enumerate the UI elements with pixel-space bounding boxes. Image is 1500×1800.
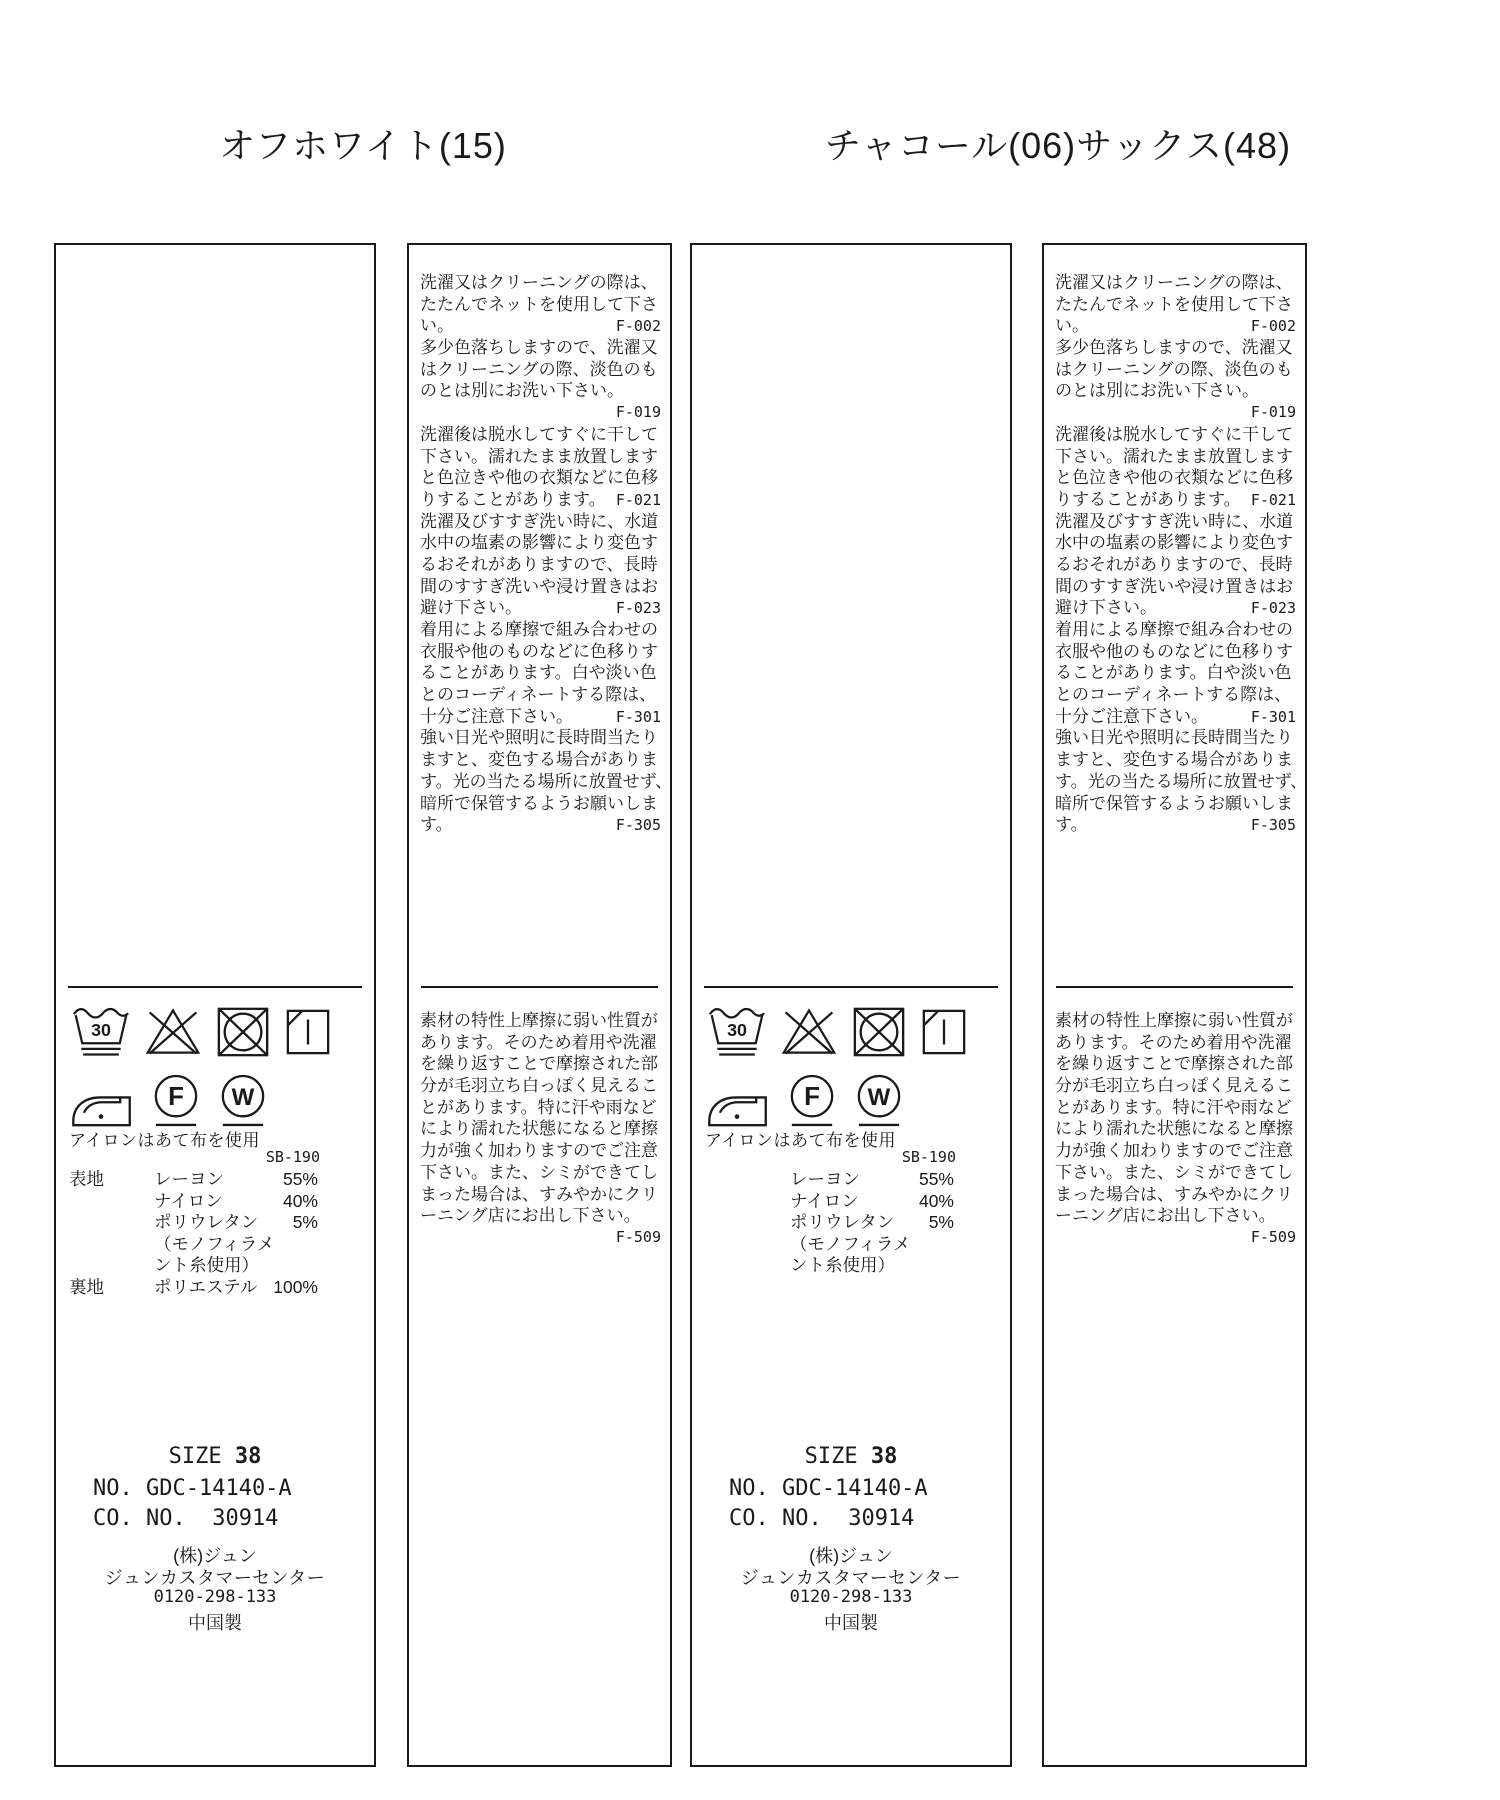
- care-text-line: [420, 1010, 661, 1032]
- svg-text:W: W: [231, 1083, 255, 1111]
- composition-row: [69, 1191, 318, 1213]
- care-text-line: [420, 1227, 661, 1249]
- care-line-code: F-301: [615, 707, 661, 726]
- care-line-text: りすることがあります。: [1055, 489, 1241, 509]
- material-name: ナイロン: [790, 1190, 859, 1211]
- care-text-line: [1055, 359, 1296, 381]
- fiber-composition-table: [705, 1169, 954, 1277]
- care-text-line: [420, 1032, 661, 1054]
- material-name: ナイロン: [154, 1190, 223, 1211]
- material-percent: 40%: [282, 1190, 318, 1211]
- care-text-line: [1055, 467, 1296, 489]
- divider-line: [68, 986, 362, 988]
- care-line-text: と色泣きや他の衣類などに色移: [420, 468, 658, 488]
- size-value: 38: [870, 1444, 898, 1469]
- care-line-code: F-002: [615, 317, 661, 336]
- composition-row: [69, 1169, 318, 1191]
- lot-number: CO. NO. 30914: [93, 1506, 279, 1531]
- lot-number: CO. NO. 30914: [729, 1506, 915, 1531]
- care-line-text: す。光の当たる場所に放置せず、: [1055, 771, 1308, 791]
- material-percent: 5%: [292, 1212, 318, 1232]
- svg-text:W: W: [867, 1083, 891, 1111]
- care-line-text: 暗所で保管するようお願いしま: [1055, 793, 1293, 813]
- care-text-line: [1055, 337, 1296, 359]
- professional-dryclean-F-icon: [152, 1071, 200, 1129]
- care-text-line: [420, 315, 661, 337]
- care-text-line: [1055, 1184, 1296, 1206]
- care-line-text: を繰り返すことで摩擦された部: [420, 1054, 658, 1074]
- care-line-text: のとは別にお洗い下さい。: [1055, 381, 1259, 401]
- care-line-code: F-023: [615, 599, 661, 618]
- care-text-line: [420, 294, 661, 316]
- care-line-text: るおそれがありますので、長時: [420, 554, 658, 574]
- material-name: レーヨン: [790, 1169, 860, 1189]
- care-text-line: [420, 489, 661, 511]
- care-line-text: 避け下さい。: [420, 598, 522, 618]
- care-line-text: 衣服や他のものなどに色移りす: [1055, 641, 1293, 661]
- fabric-part-label: 表地: [69, 1169, 104, 1189]
- material-name: ポリウレタン: [154, 1212, 259, 1232]
- composition-row: [705, 1212, 954, 1234]
- fabric-part-label: [69, 1255, 154, 1277]
- care-text-line: [420, 359, 661, 381]
- care-line-text: い。: [1055, 316, 1089, 336]
- care-text-line: [1055, 1032, 1296, 1054]
- care-text-line: [1055, 294, 1296, 316]
- care-text-line: [420, 576, 661, 598]
- care-line-text: とのコーディネートする際は、: [1055, 685, 1292, 705]
- care-line-text: たたんでネットを使用して下さ: [1055, 294, 1293, 314]
- care-text-line: [420, 1205, 661, 1227]
- iron-note: アイロンはあて布を使用: [705, 1131, 896, 1150]
- care-line-text: のとは別にお洗い下さい。: [420, 381, 624, 401]
- fiber-composition-table: [69, 1169, 318, 1298]
- care-line-text: を繰り返すことで摩擦された部: [1055, 1054, 1293, 1074]
- company-name: (株)ジュン: [173, 1546, 257, 1566]
- care-text-line: [1055, 424, 1296, 446]
- care-text-line: [1055, 619, 1296, 641]
- care-line-text: 強い日光や照明に長時間当たり: [1055, 728, 1293, 748]
- care-text-line: [420, 771, 673, 793]
- care-line-code: F-305: [615, 816, 661, 835]
- divider-line: [704, 986, 998, 988]
- material-name: ント糸使用）: [154, 1255, 259, 1275]
- care-symbols-row1: [71, 1003, 332, 1061]
- fabric-part-label: [705, 1212, 790, 1234]
- care-line-text: 洗濯及びすすぎ洗い時に、水道: [1055, 511, 1294, 531]
- care-line-text: まった場合は、すみやかにクリ: [1055, 1184, 1293, 1204]
- wash-30-gentle-icon: [707, 1003, 767, 1061]
- care-line-text: まった場合は、すみやかにクリ: [420, 1184, 658, 1204]
- care-text-upper: [420, 272, 673, 836]
- care-line-text: 下さい。濡れたまま放置します: [420, 446, 658, 466]
- fabric-part-label: [69, 1234, 154, 1256]
- care-text-line: [420, 814, 661, 836]
- dry-in-shade-icon: [920, 1003, 968, 1061]
- care-line-text: す。: [420, 815, 453, 835]
- care-text-line: [420, 641, 661, 663]
- care-line-text: 十分ご注意下さい。: [1055, 706, 1208, 726]
- care-text-panel-right: [1042, 243, 1307, 1767]
- care-text-line: [420, 1075, 661, 1097]
- care-text-panel-left: [407, 243, 672, 1767]
- care-line-text: 洗濯後は脱水してすぐに干して: [420, 424, 658, 444]
- composition-row: [705, 1191, 954, 1213]
- material-percent: 100%: [273, 1276, 318, 1297]
- care-text-line: [1055, 771, 1308, 793]
- professional-dryclean-F-icon: [788, 1071, 836, 1129]
- iron-with-cloth-icon: [707, 1085, 769, 1129]
- care-line-text: 十分ご注意下さい。: [420, 706, 573, 726]
- material-name: レーヨン: [154, 1169, 224, 1189]
- care-text-line: [1055, 511, 1296, 533]
- customer-center: ジュンカスタマーセンター: [104, 1568, 326, 1588]
- care-text-line: [420, 1053, 661, 1075]
- care-symbols-row2: [71, 1071, 267, 1129]
- care-line-text: るおそれがありますので、長時: [1055, 554, 1293, 574]
- do-not-tumble-dry-icon: [215, 1003, 271, 1061]
- label-code: SB-190: [265, 1148, 320, 1166]
- size-row: [692, 1444, 1010, 1469]
- care-text-line: [1055, 272, 1296, 294]
- care-line-text: はクリーニングの際、淡色のも: [1055, 359, 1293, 379]
- care-line-text: 下さい。また、シミができてし: [1055, 1162, 1293, 1182]
- material-percent: 5%: [928, 1212, 954, 1232]
- care-line-text: 強い日光や照明に長時間当たり: [420, 728, 658, 748]
- care-symbols-row2: [707, 1071, 903, 1129]
- dry-in-shade-icon: [284, 1003, 332, 1061]
- care-line-text: 力が強く加わりますのでご注意: [420, 1141, 658, 1161]
- care-text-line: [1055, 597, 1296, 619]
- care-line-text: はクリーニングの際、淡色のも: [420, 359, 658, 379]
- care-line-text: 多少色落ちしますので、洗濯又: [1055, 338, 1293, 358]
- care-text-lower: [420, 1010, 661, 1249]
- care-text-line: [420, 1097, 661, 1119]
- care-line-text: により濡れた状態になると摩擦: [420, 1119, 658, 1139]
- svg-text:30: 30: [91, 1019, 111, 1040]
- care-line-text: 水中の塩素の影響により変色す: [420, 533, 658, 553]
- care-text-line: [420, 1118, 661, 1140]
- care-line-code: F-019: [615, 403, 661, 422]
- care-line-text: ーニング店にお出し下さい。: [420, 1206, 641, 1226]
- care-line-text: 避け下さい。: [1055, 598, 1157, 618]
- colorway-title-offwhite: オフホワイト(15): [219, 125, 507, 166]
- composition-row: [69, 1234, 318, 1256]
- care-text-line: [1055, 489, 1296, 511]
- care-line-text: 着用による摩擦で組み合わせの: [420, 620, 658, 639]
- care-text-line: [420, 511, 661, 533]
- care-line-text: 下さい。また、シミができてし: [420, 1162, 658, 1182]
- care-text-line: [1055, 1140, 1296, 1162]
- country-of-origin: 中国製: [188, 1613, 242, 1633]
- care-text-line: [1055, 532, 1296, 554]
- composition-row: [705, 1234, 954, 1256]
- care-line-code: F-002: [1250, 317, 1296, 336]
- care-line-text: ーニング店にお出し下さい。: [1055, 1206, 1276, 1226]
- material-percent: 55%: [282, 1169, 318, 1189]
- care-text-line: [420, 380, 661, 402]
- do-not-bleach-icon: [144, 1003, 202, 1061]
- fabric-part-label: [69, 1191, 154, 1213]
- material-name: （モノフィラメ: [154, 1233, 275, 1254]
- label-code: SB-190: [901, 1148, 956, 1166]
- care-text-line: [1055, 576, 1296, 598]
- care-text-line: [420, 1184, 661, 1206]
- care-text-line: [1055, 1162, 1296, 1184]
- iron-note: アイロンはあて布を使用: [69, 1131, 260, 1150]
- care-line-text: りすることがあります。: [420, 489, 606, 509]
- iron-with-cloth-icon: [71, 1085, 133, 1129]
- size-row: [56, 1444, 374, 1469]
- svg-text:30: 30: [727, 1019, 747, 1040]
- care-line-text: とがあります。特に汗や雨など: [1055, 1097, 1292, 1117]
- care-line-text: 分が毛羽立ち白っぽく見えるこ: [420, 1076, 658, 1096]
- customer-center: ジュンカスタマーセンター: [740, 1568, 962, 1588]
- size-label: SIZE: [168, 1444, 235, 1469]
- care-line-text: 水中の塩素の影響により変色す: [1055, 533, 1293, 553]
- material-name: （モノフィラメ: [790, 1233, 911, 1254]
- care-text-line: [420, 554, 661, 576]
- care-line-code: F-019: [1250, 403, 1296, 422]
- care-text-line: [1055, 1010, 1296, 1032]
- size-label: SIZE: [804, 1444, 871, 1469]
- size-value: 38: [234, 1444, 262, 1469]
- phone-number: 0120-298-133: [789, 1587, 913, 1607]
- symbols-panel-left: [54, 243, 376, 1767]
- svg-text:F: F: [804, 1082, 820, 1111]
- do-not-bleach-icon: [780, 1003, 838, 1061]
- care-text-line: [420, 727, 661, 749]
- care-text-line: [420, 467, 661, 489]
- care-line-text: 衣服や他のものなどに色移りす: [420, 641, 658, 661]
- care-line-text: ますと、変色する場合がありま: [420, 750, 658, 770]
- professional-wetclean-W-icon: [855, 1071, 903, 1129]
- care-text-line: [1055, 380, 1296, 402]
- care-line-text: 素材の特性上摩擦に弱い性質が: [420, 1011, 658, 1030]
- care-line-code: F-305: [1250, 816, 1296, 835]
- care-text-line: [420, 532, 661, 554]
- care-line-code: F-509: [1250, 1227, 1296, 1246]
- care-text-line: [420, 337, 661, 359]
- material-percent: 40%: [918, 1190, 954, 1211]
- care-text-line: [420, 706, 661, 728]
- care-symbols-row1: [707, 1003, 968, 1061]
- care-line-text: 分が毛羽立ち白っぽく見えるこ: [1055, 1076, 1293, 1096]
- phone-number: 0120-298-133: [153, 1587, 277, 1607]
- care-text-line: [420, 1162, 661, 1184]
- care-line-text: ることがあります。白や淡い色: [420, 663, 657, 683]
- care-text-lower: [1055, 1010, 1296, 1249]
- care-line-text: 洗濯又はクリーニングの際は、: [1055, 273, 1293, 292]
- care-line-code: F-021: [615, 490, 661, 509]
- care-line-text: 力が強く加わりますのでご注意: [1055, 1141, 1293, 1161]
- care-text-line: [1055, 402, 1296, 424]
- item-number: NO. GDC-14140-A: [729, 1476, 928, 1501]
- care-line-text: ますと、変色する場合がありま: [1055, 750, 1293, 770]
- care-text-line: [1055, 554, 1296, 576]
- care-text-line: [1055, 1053, 1296, 1075]
- care-line-text: 洗濯及びすすぎ洗い時に、水道: [420, 511, 659, 531]
- symbols-panel-right: [690, 243, 1012, 1767]
- care-text-line: [420, 597, 661, 619]
- divider-line: [1056, 986, 1293, 988]
- material-name: ント糸使用）: [790, 1255, 895, 1275]
- care-line-code: F-021: [1250, 490, 1296, 509]
- care-line-text: 洗濯後は脱水してすぐに干して: [1055, 424, 1293, 444]
- care-line-text: い。: [420, 316, 454, 336]
- care-line-text: たたんでネットを使用して下さ: [420, 294, 658, 314]
- care-line-text: あります。そのため着用や洗濯: [1055, 1032, 1292, 1052]
- care-text-line: [1055, 727, 1296, 749]
- care-line-text: 素材の特性上摩擦に弱い性質が: [1055, 1011, 1293, 1030]
- care-text-line: [420, 793, 661, 815]
- fabric-part-label: [705, 1191, 790, 1213]
- care-line-code: F-509: [615, 1227, 661, 1246]
- care-text-line: [420, 684, 661, 706]
- wash-30-gentle-icon: [71, 1003, 131, 1061]
- care-line-text: と色泣きや他の衣類などに色移: [1055, 468, 1293, 488]
- care-line-text: とがあります。特に汗や雨など: [420, 1097, 657, 1117]
- care-text-line: [420, 749, 661, 771]
- material-name: ポリウレタン: [790, 1212, 895, 1232]
- care-line-text: 間のすすぎ洗いや浸け置きはお: [1055, 576, 1294, 596]
- care-line-text: 間のすすぎ洗いや浸け置きはお: [420, 576, 659, 596]
- care-text-line: [1055, 641, 1296, 663]
- care-line-text: 着用による摩擦で組み合わせの: [1055, 620, 1293, 639]
- care-line-code: F-023: [1250, 599, 1296, 618]
- care-text-line: [1055, 1097, 1296, 1119]
- fabric-part-label: [705, 1255, 790, 1277]
- divider-line: [421, 986, 658, 988]
- care-line-text: ることがあります。白や淡い色: [1055, 663, 1292, 683]
- care-text-line: [1055, 814, 1296, 836]
- company-name: (株)ジュン: [809, 1546, 893, 1566]
- colorway-title-charcoal-sax: チャコール(06)サックス(48): [824, 125, 1292, 166]
- care-line-text: 暗所で保管するようお願いしま: [420, 793, 658, 813]
- care-text-line: [420, 446, 661, 468]
- composition-row: [69, 1212, 318, 1234]
- care-text-line: [420, 402, 661, 424]
- care-text-line: [1055, 793, 1296, 815]
- care-line-text: 多少色落ちしますので、洗濯又: [420, 338, 658, 358]
- care-text-line: [1055, 1205, 1296, 1227]
- care-text-line: [420, 424, 661, 446]
- care-text-line: [1055, 315, 1296, 337]
- care-line-code: F-301: [1250, 707, 1296, 726]
- material-name: ポリエステル: [154, 1276, 258, 1297]
- care-line-text: す。: [1055, 815, 1088, 835]
- care-text-line: [1055, 662, 1296, 684]
- care-text-line: [420, 1140, 661, 1162]
- composition-row: [69, 1277, 318, 1299]
- care-text-upper: [1055, 272, 1308, 836]
- fabric-part-label: [69, 1212, 154, 1234]
- care-text-line: [1055, 1075, 1296, 1097]
- fabric-part-label: [705, 1169, 790, 1191]
- care-line-text: 下さい。濡れたまま放置します: [1055, 446, 1293, 466]
- care-line-text: により濡れた状態になると摩擦: [1055, 1119, 1293, 1139]
- fabric-part-label: 裏地: [69, 1276, 104, 1297]
- care-text-line: [1055, 749, 1296, 771]
- composition-row: [705, 1255, 954, 1277]
- fabric-part-label: [705, 1234, 790, 1256]
- care-text-line: [1055, 706, 1296, 728]
- care-text-line: [1055, 1118, 1296, 1140]
- item-number: NO. GDC-14140-A: [93, 1476, 292, 1501]
- composition-row: [705, 1169, 954, 1191]
- care-text-line: [1055, 1227, 1296, 1249]
- care-text-line: [420, 619, 661, 641]
- svg-text:F: F: [168, 1082, 184, 1111]
- care-line-text: す。光の当たる場所に放置せず、: [420, 771, 673, 791]
- country-of-origin: 中国製: [824, 1613, 878, 1633]
- care-line-text: とのコーディネートする際は、: [420, 685, 657, 705]
- care-text-line: [420, 272, 661, 294]
- care-line-text: あります。そのため着用や洗濯: [420, 1032, 657, 1052]
- care-line-text: 洗濯又はクリーニングの際は、: [420, 273, 658, 292]
- material-percent: 55%: [918, 1169, 954, 1189]
- do-not-tumble-dry-icon: [851, 1003, 907, 1061]
- professional-wetclean-W-icon: [219, 1071, 267, 1129]
- composition-row: [69, 1255, 318, 1277]
- care-text-line: [420, 662, 661, 684]
- care-text-line: [1055, 446, 1296, 468]
- care-text-line: [1055, 684, 1296, 706]
